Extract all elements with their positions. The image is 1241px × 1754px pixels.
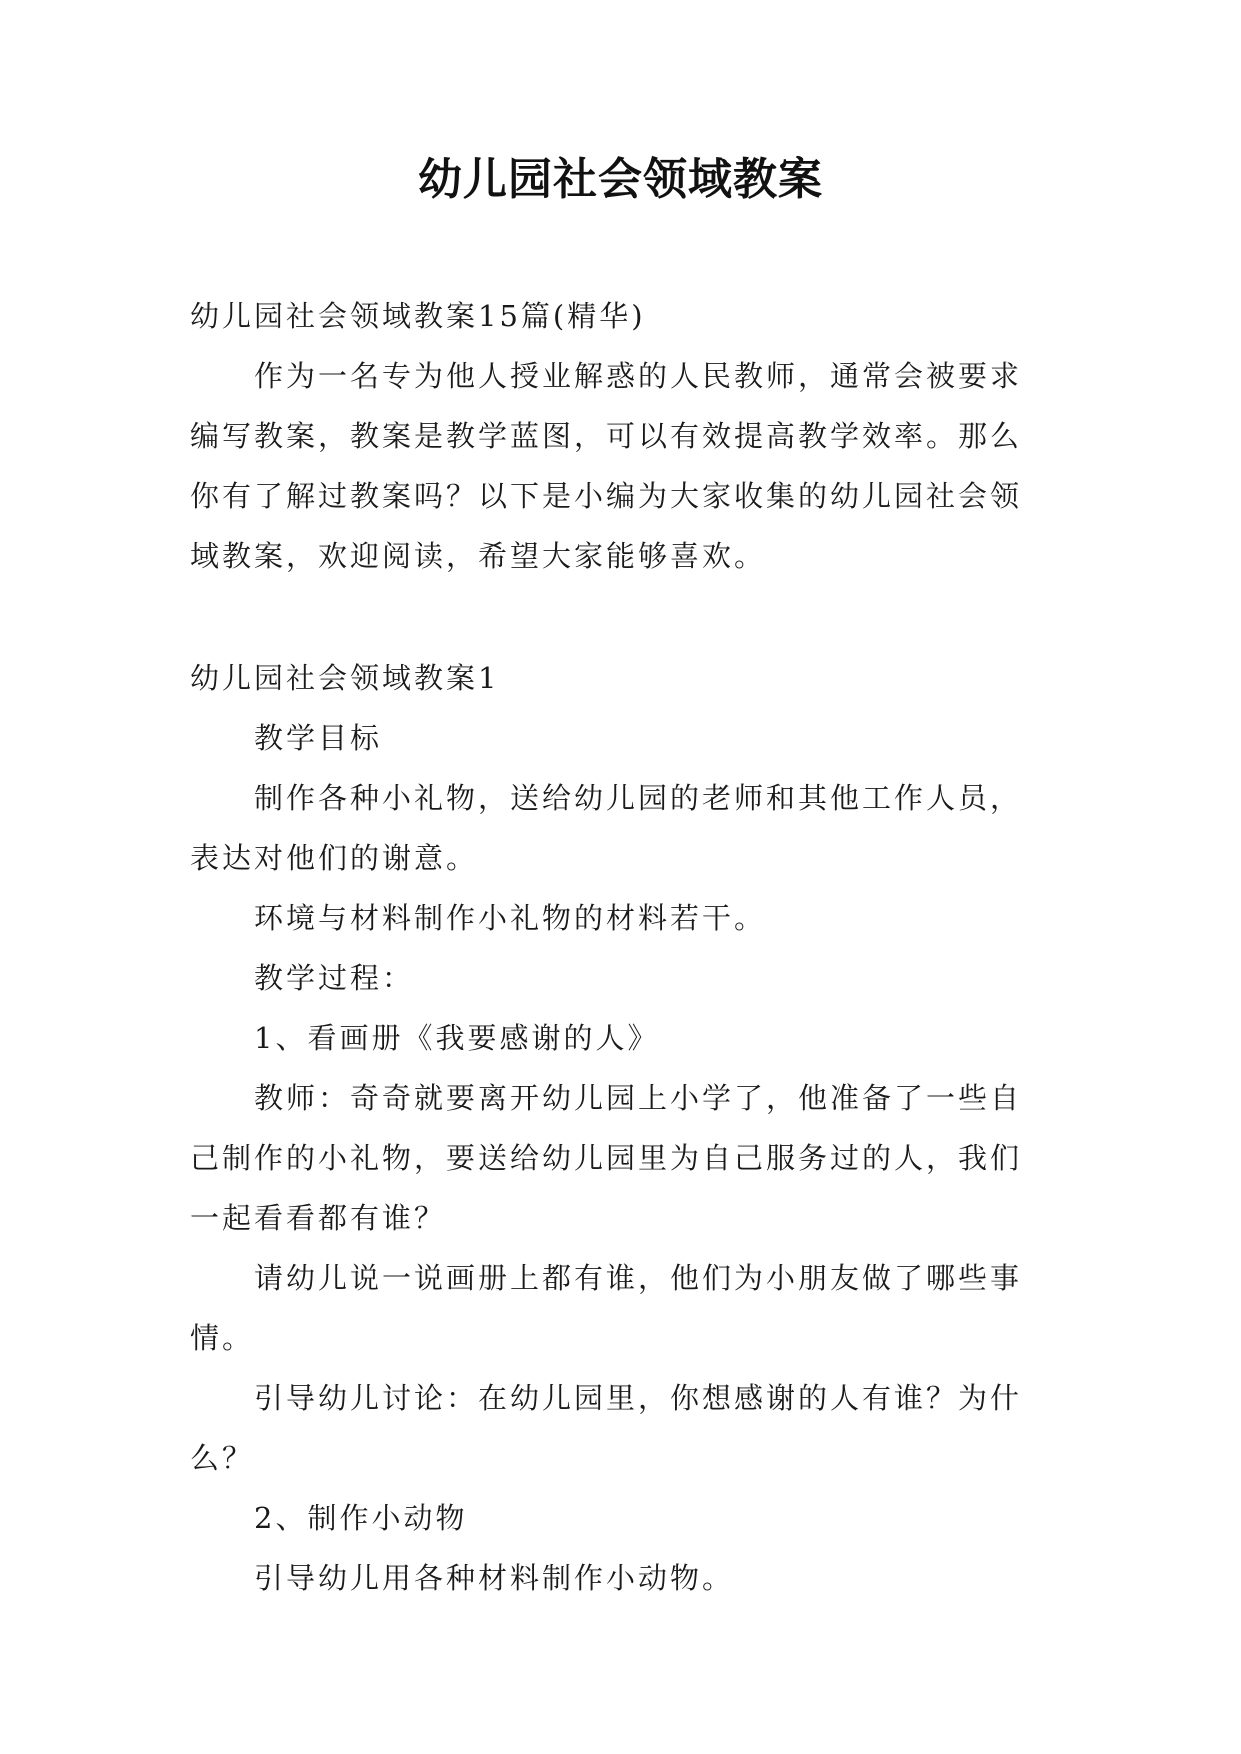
paragraph-step-2-heading: 2、制作小动物 bbox=[254, 1501, 468, 1535]
intro-paragraph: 作为一名专为他人授业解惑的人民教师，通常会被要求编写教案，教案是教学蓝图，可以有效提高教学效率。那么你有了解过教案吗？以下是小编为大家收集的幼儿园社会领域教案，欢迎阅读，希望大家能够喜欢。 bbox=[190, 359, 1023, 573]
paragraph-process-heading: 教学过程： bbox=[254, 961, 415, 995]
paragraph-teaching-goal: 制作各种小礼物，送给幼儿园的老师和其他工作人员，表达对他们的谢意。 bbox=[190, 781, 1023, 875]
section-title: 幼儿园社会领域教案1 bbox=[190, 661, 500, 695]
section-spacer bbox=[190, 586, 1050, 648]
paragraph-teaching-goal-heading: 教学目标 bbox=[254, 721, 383, 755]
document-body bbox=[190, 286, 1050, 1608]
paragraph-step-1-heading: 1、看画册《我要感谢的人》 bbox=[254, 1021, 660, 1055]
document-title: 幼儿园社会领域教案 bbox=[418, 154, 823, 205]
subtitle-line: 幼儿园社会领域教案15篇(精华) bbox=[190, 299, 646, 333]
paragraph-guide-discussion: 引导幼儿讨论：在幼儿园里，你想感谢的人有谁？为什么？ bbox=[190, 1381, 1023, 1475]
paragraph-materials: 环境与材料制作小礼物的材料若干。 bbox=[254, 901, 767, 935]
paragraph-teacher-speech: 教师：奇奇就要离开幼儿园上小学了，他准备了一些自己制作的小礼物，要送给幼儿园里为自己服务过的人，我们一起看看都有谁？ bbox=[190, 1081, 1023, 1235]
paragraph-make-animals: 引导幼儿用各种材料制作小动物。 bbox=[254, 1561, 735, 1595]
paragraph-children-discuss-book: 请幼儿说一说画册上都有谁，他们为小朋友做了哪些事情。 bbox=[190, 1261, 1023, 1355]
